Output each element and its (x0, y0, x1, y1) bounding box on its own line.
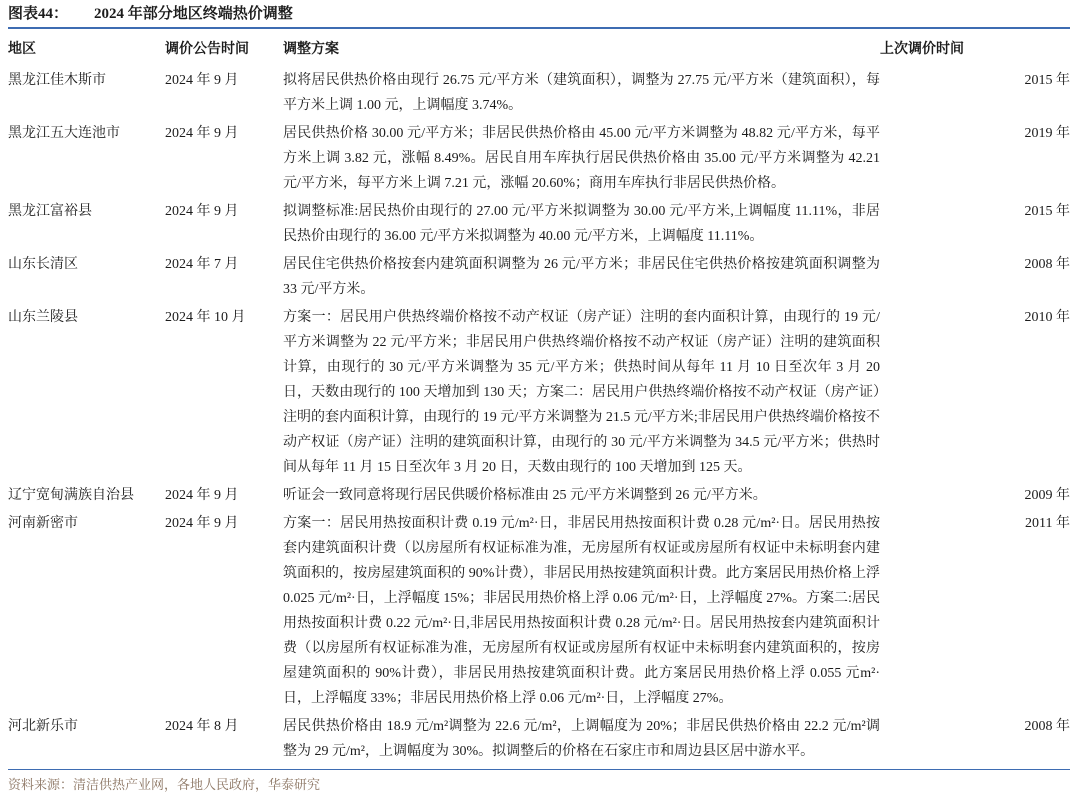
cell-date: 2024 年 10 月 (165, 310, 246, 325)
table-row (8, 199, 1070, 252)
table-row (8, 252, 1070, 305)
cell-date: 2024 年 9 月 (165, 73, 239, 88)
figure-label: 图表44： (8, 6, 69, 22)
table-row (8, 714, 1070, 767)
table-row (8, 68, 1070, 121)
table-row (8, 483, 1070, 511)
figure-title: 2024 年部分地区终端热价调整 (94, 6, 293, 22)
cell-plan: 方案一：居民用热按面积计费 0.19 元/m²·日，非居民用热按面积计费 0.28 元/m²·日。居民用热按套内建筑面积计费（以房屋所有权证标准为准，无房屋所有权证或房屋所有权证中未标明套内建筑面积的，按房屋建筑面积的 90%计费），非居民用热按建筑面积计费。此方案居民用热价格上浮 0.025 元/m²·日，上浮幅度 15%；非居民用热价格上浮 0.06 元/m²·日，上浮幅度 27%。方案二:居民用热按面积计费 0.22 元/m²·日,非居民用热按面积计费 0.28 元/m²·日。居民用热按套内建筑面积计费（以房屋所有权证标准为准，无房屋所有权证或房屋所有权证中未标明套内建筑面积的，按房屋建筑面积的 90%计费），非居民用热按建筑面积计费。此方案居民用热价格上浮 0.055 元m²·日，上浮幅度 33%；非居民用热价格上浮 0.06 元/m²·日，上浮幅度 27%。 (283, 516, 880, 706)
cell-date: 2024 年 8 月 (165, 719, 239, 734)
cell-region: 黑龙江富裕县 (8, 204, 92, 219)
cell-last: 2009 年 (1024, 488, 1070, 503)
cell-last: 2019 年 (1024, 126, 1070, 141)
column-header-last: 上次调价时间 (880, 42, 964, 57)
cell-last: 2015 年 (1024, 204, 1070, 219)
cell-region: 黑龙江五大连池市 (8, 126, 120, 141)
cell-date: 2024 年 9 月 (165, 126, 239, 141)
cell-date: 2024 年 9 月 (165, 488, 239, 503)
cell-region: 河南新密市 (8, 516, 78, 531)
title-rule (8, 27, 1070, 29)
table-row (8, 121, 1070, 199)
cell-date: 2024 年 9 月 (165, 204, 239, 219)
cell-region: 黑龙江佳木斯市 (8, 73, 106, 88)
cell-last: 2008 年 (1024, 719, 1070, 734)
cell-last: 2015 年 (1024, 73, 1070, 88)
cell-plan: 居民供热价格由 18.9 元/m²调整为 22.6 元/m²，上调幅度为 20%；非居民供热价格由 22.2 元/m²调整为 29 元/m²，上调幅度为 30%。拟调整后的价格在石家庄市和周边县区居中游水平。 (283, 719, 880, 759)
cell-last: 2011 年 (1025, 516, 1070, 531)
cell-plan: 听证会一致同意将现行居民供暖价格标准由 25 元/平方米调整到 26 元/平方米。 (283, 488, 767, 503)
cell-region: 辽宁宽甸满族自治县 (8, 488, 134, 503)
table-header-row (8, 33, 1070, 68)
cell-last: 2008 年 (1024, 257, 1070, 272)
cell-plan: 拟调整标准:居民热价由现行的 27.00 元/平方米拟调整为 30.00 元/平方米,上调幅度 11.11%，非居民热价由现行的 36.00 元/平方米拟调整为 40.00 元/平方米，上调幅度 11.11%。 (283, 204, 880, 244)
column-header-region: 地区 (8, 42, 36, 57)
cell-date: 2024 年 9 月 (165, 516, 239, 531)
cell-date: 2024 年 7 月 (165, 257, 239, 272)
cell-plan: 居民供热价格 30.00 元/平方米；非居民供热价格由 45.00 元/平方米调整为 48.82 元/平方米，每平方米上调 3.82 元，涨幅 8.49%。居民自用车库执行居民供热价格由 35.00 元/平方米调整为 42.21 元/平方米，每平方米上调 7.21 元，涨幅 20.60%；商用车库执行非居民供热价格。 (283, 126, 880, 191)
cell-region: 山东长清区 (8, 257, 78, 272)
cell-region: 河北新乐市 (8, 719, 78, 734)
cell-plan: 居民住宅供热价格按套内建筑面积调整为 26 元/平方米；非居民住宅供热价格按建筑面积调整为 33 元/平方米。 (283, 257, 880, 297)
cell-plan: 方案一：居民用户供热终端价格按不动产权证（房产证）注明的套内面积计算，由现行的 19 元/平方米调整为 22 元/平方米；非居民用户供热终端价格按不动产权证（房产证）注明的建筑面积计算，由现行的 30 元/平方米调整为 35 元/平方米；供热时间从每年 11 月 10 日至次年 3 月 20 日，天数由现行的 100 天增加到 130 天；方案二：居民用户供热终端价格按不动产权证（房产证）注明的套内面积计算，由现行的 19 元/平方米调整为 21.5 元/平方米;非居民用户供热终端价格按不动产权证（房产证）注明的建筑面积计算，由现行的 30 元/平方米调整为 34.5 元/平方米；供热时间从每年 11 月 15 日至次年 3 月 20 日，天数由现行的 100 天增加到 125 天。 (283, 310, 880, 475)
table-row (8, 511, 1070, 714)
column-header-plan: 调整方案 (283, 42, 339, 57)
cell-plan: 拟将居民供热价格由现行 26.75 元/平方米（建筑面积），调整为 27.75 元/平方米（建筑面积），每平方米上调 1.00 元，上调幅度 3.74%。 (283, 73, 880, 113)
column-header-date: 调价公告时间 (165, 42, 249, 57)
heat-price-table (8, 33, 1070, 767)
source-note: 资料来源：清洁供热产业网，各地人民政府，华泰研究 (8, 777, 321, 792)
cell-region: 山东兰陵县 (8, 310, 78, 325)
cell-last: 2010 年 (1024, 310, 1070, 325)
figure-title-row (8, 5, 1070, 27)
table-row (8, 305, 1070, 483)
